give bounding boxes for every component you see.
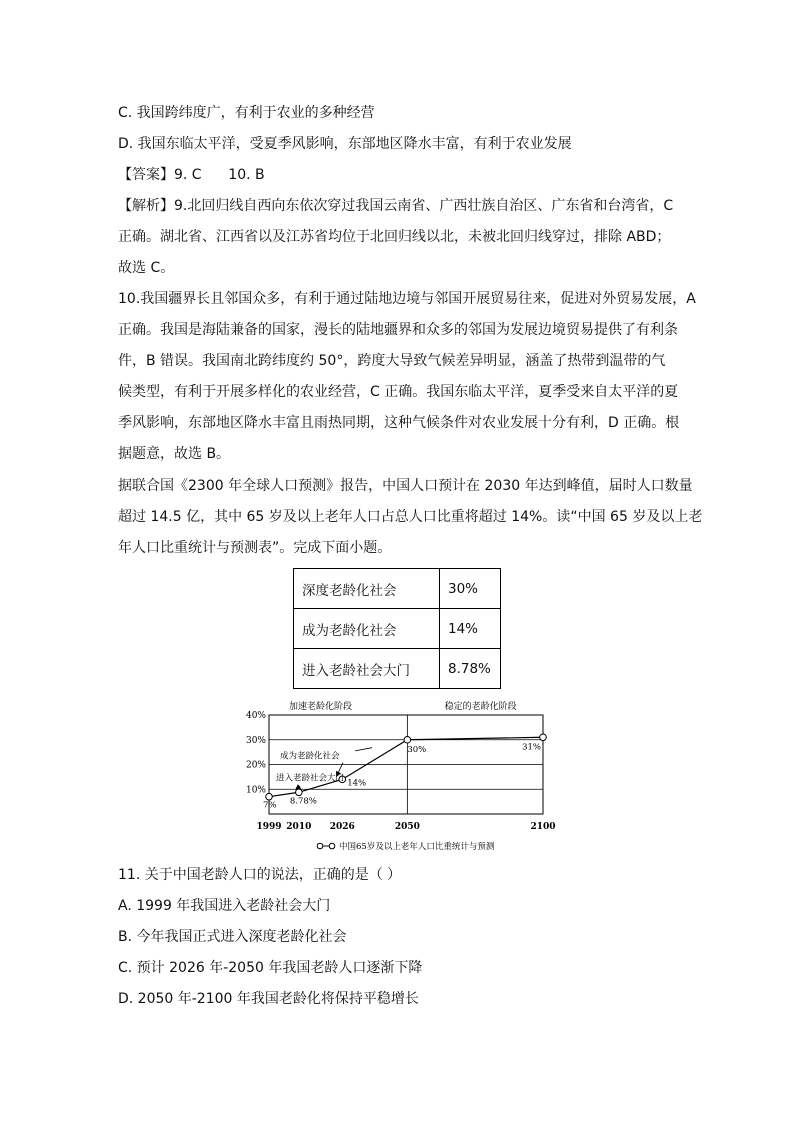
analysis-line: 正确。湖北省、江西省以及江苏省均位于北回归线以北，未被北回归线穿过，排除 ABD； (118, 229, 671, 245)
x-tick-label: 2026 (329, 822, 355, 832)
data-label: 30% (407, 744, 427, 755)
data-label: 7% (263, 800, 277, 811)
stage-label-stable: 稳定的老龄化阶段 (444, 702, 517, 712)
legend-marker (317, 843, 323, 849)
stage-label: 进入老龄社会大门 (294, 649, 440, 689)
legend-label: 中国65岁及以上老年人口比重统计与预测 (339, 842, 495, 852)
intro-line: 超过 14.5 亿，其中 65 岁及以上老年人口占总人口比重将超过 14%。读“中国 65 岁及以上老 (118, 509, 703, 525)
legend-marker (329, 843, 335, 849)
data-point (296, 789, 303, 796)
answer-value: 9. C 10. B (174, 167, 265, 183)
question-11-option-a: A. 1999 年我国进入老龄社会大门 (118, 898, 331, 914)
stage-label: 深度老龄化社会 (294, 569, 440, 609)
analysis-line: 10.我国疆界长且邻国众多，有利于通过陆地边境与邻国开展贸易往来，促进对外贸易发展，A (118, 291, 696, 307)
analysis-line: 候类型，有利于开展多样化的农业经营，C 正确。我国东临太平洋，夏季受来自太平洋的夏 (118, 384, 679, 400)
y-tick-label: 30% (245, 735, 266, 746)
analysis-line: 故选 C。 (118, 260, 175, 276)
aging-ratio-chart (240, 693, 556, 857)
analysis-line: 季风影响，东部地区降水丰富且雨热同期，这种气候条件对农业发展十分有利，D 正确。根 (118, 415, 680, 431)
x-tick-label: 2010 (286, 822, 312, 832)
intro-line: 据联合国《2300 年全球人口预测》报告，中国人口预计在 2030 年达到峰值，届时人口数量 (118, 478, 693, 494)
table-row (294, 649, 501, 689)
answer-line (118, 165, 265, 185)
y-tick-label: 20% (245, 760, 266, 771)
stage-value: 14% (440, 609, 501, 649)
data-point (404, 736, 411, 743)
analysis-line: 件，B 错误。我国南北跨纬度约 50°，跨度大导致气候差异明显，涵盖了热带到温带的气 (118, 353, 666, 369)
data-label: 8.78% (289, 796, 317, 807)
data-point (266, 793, 273, 800)
y-tick-label: 10% (245, 785, 266, 796)
stage-value: 8.78% (440, 649, 501, 689)
intro-line: 年人口比重统计与预测表”。完成下面小题。 (118, 540, 392, 556)
table-row (294, 609, 501, 649)
option-d-q10: D. 我国东临太平洋，受夏季风影响，东部地区降水丰富，有利于农业发展 (118, 136, 572, 152)
x-tick-label: 1999 (256, 822, 282, 832)
analysis-line: 正确。我国是海陆兼备的国家，漫长的陆地疆界和众多的邻国为发展边境贸易提供了有利条 (118, 322, 678, 338)
question-11-option-b: B. 今年我国正式进入深度老龄化社会 (118, 929, 347, 945)
series-line (269, 737, 543, 796)
annotation-enter-aging: 进入老龄社会大门 (276, 773, 345, 784)
data-label: 14% (347, 778, 367, 789)
option-c-q10: C. 我国跨纬度广，有利于农业的多种经营 (118, 105, 375, 121)
table-row (294, 569, 501, 609)
y-tick-label: 40% (245, 711, 266, 721)
x-tick-label: 2100 (530, 822, 556, 832)
stage-value: 30% (440, 569, 501, 609)
stage-label-accelerating: 加速老龄化阶段 (289, 702, 353, 712)
answer-label: 【答案】 (118, 167, 174, 183)
data-label: 31% (522, 742, 541, 753)
x-tick-label: 2050 (394, 822, 420, 832)
aging-stage-table (293, 568, 501, 689)
data-point (540, 734, 547, 741)
annotation-become-aging: 成为老龄化社会 (280, 751, 340, 762)
stage-label: 成为老龄化社会 (294, 609, 440, 649)
question-11-option-c: C. 预计 2026 年-2050 年我国老龄人口逐渐下降 (118, 960, 423, 976)
analysis-line: 据题意，故选 B。 (118, 446, 231, 462)
annotation-arrow (355, 748, 372, 751)
question-11-stem: 11. 关于中国老龄人口的说法，正确的是（ ） (118, 867, 402, 883)
question-11-option-d: D. 2050 年-2100 年我国老龄化将保持平稳增长 (118, 991, 419, 1007)
analysis-line: 【解析】9.北回归线自西向东依次穿过我国云南省、广西壮族自治区、广东省和台湾省，C (118, 198, 674, 214)
